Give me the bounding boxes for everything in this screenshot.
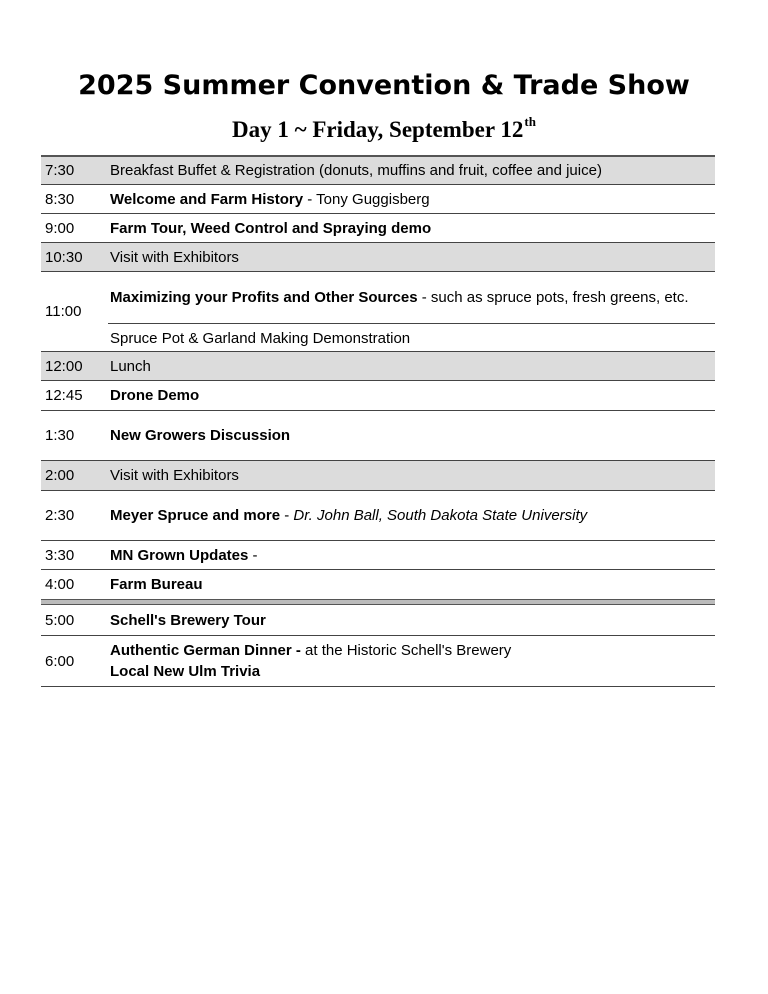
page-title: 2025 Summer Convention & Trade Show: [78, 70, 690, 101]
event-cell: [110, 570, 711, 599]
table-row: [41, 541, 715, 570]
time-cell: 2:00: [45, 467, 75, 484]
table-row: [41, 636, 715, 687]
time-cell: 3:30: [45, 546, 75, 564]
schedule-table: [41, 155, 715, 687]
event-text: Breakfast Buffet & Registration (donuts, muffins and fruit, coffee and juice): [110, 162, 602, 179]
table-row: [41, 272, 715, 352]
event-line-1: [110, 642, 511, 659]
event-cell: [110, 461, 711, 490]
event-cell: [110, 157, 711, 184]
event-title: Maximizing your Profits and Other Sources: [110, 288, 418, 306]
event-title: Drone Demo: [110, 387, 200, 404]
event-cell: [110, 411, 711, 460]
event-cell: [110, 185, 711, 213]
table-row: [41, 570, 715, 599]
event-title: MN Grown Updates: [110, 546, 249, 564]
table-row: [41, 491, 715, 541]
table-row: [41, 381, 715, 411]
event-cell: [110, 243, 711, 271]
table-row: [41, 155, 715, 185]
event-detail: at the Historic Schell's Brewery: [300, 642, 512, 659]
event-title: Farm Tour, Weed Control and Spraying demo: [110, 219, 432, 237]
table-row: [41, 411, 715, 461]
time-cell: 4:00: [45, 576, 75, 593]
event-title: Welcome and Farm History: [110, 190, 304, 208]
table-row: [41, 243, 715, 272]
time-cell: 10:30: [45, 248, 83, 266]
event-cell: [110, 352, 711, 380]
table-row: [41, 352, 715, 381]
time-cell: 1:30: [45, 427, 75, 444]
event-cell: [110, 605, 711, 635]
event-detail: - such as spruce pots, fresh greens, etc.: [417, 288, 689, 306]
event-cell-sub: [110, 324, 711, 352]
event-title: Farm Bureau: [110, 576, 203, 593]
event-cell: [110, 272, 711, 322]
event-text: Visit with Exhibitors: [110, 467, 239, 484]
event-title-2: Local New Ulm Trivia: [110, 663, 261, 680]
event-text: Spruce Pot & Garland Making Demonstration: [110, 329, 411, 347]
event-cell: [110, 636, 711, 686]
time-cell: 11:00: [45, 303, 82, 320]
event-cell: [110, 541, 711, 569]
event-detail: -: [280, 507, 294, 524]
event-cell: [110, 381, 711, 410]
event-title: New Growers Discussion: [110, 427, 291, 444]
event-text: Visit with Exhibitors: [110, 248, 239, 266]
event-title: Meyer Spruce and more: [110, 507, 281, 524]
event-cell: [110, 214, 711, 242]
day-heading: [0, 114, 768, 143]
time-cell: 6:00: [45, 652, 75, 670]
time-cell: 2:30: [45, 507, 75, 524]
time-cell: 12:45: [45, 387, 83, 404]
event-detail: -: [248, 546, 258, 564]
time-cell: 5:00: [45, 611, 75, 629]
event-title: Schell's Brewery Tour: [110, 611, 266, 629]
table-row: [41, 461, 715, 491]
time-cell: 12:00: [45, 357, 83, 375]
event-cell: [110, 491, 711, 540]
event-detail: - Tony Guggisberg: [303, 190, 430, 208]
table-row: [41, 185, 715, 214]
day-label: Day 1 ~ Friday, September 12: [232, 117, 524, 142]
time-cell: 8:30: [45, 190, 75, 208]
event-title: Authentic German Dinner -: [110, 642, 301, 659]
speaker-affiliation: Dr. John Ball, South Dakota State University: [293, 507, 588, 524]
time-cell: 9:00: [45, 219, 75, 237]
time-cell: 7:30: [45, 162, 75, 179]
event-text: Lunch: [110, 357, 151, 375]
day-suffix: th: [524, 114, 536, 129]
table-row: [41, 214, 715, 243]
table-row: [41, 605, 715, 636]
